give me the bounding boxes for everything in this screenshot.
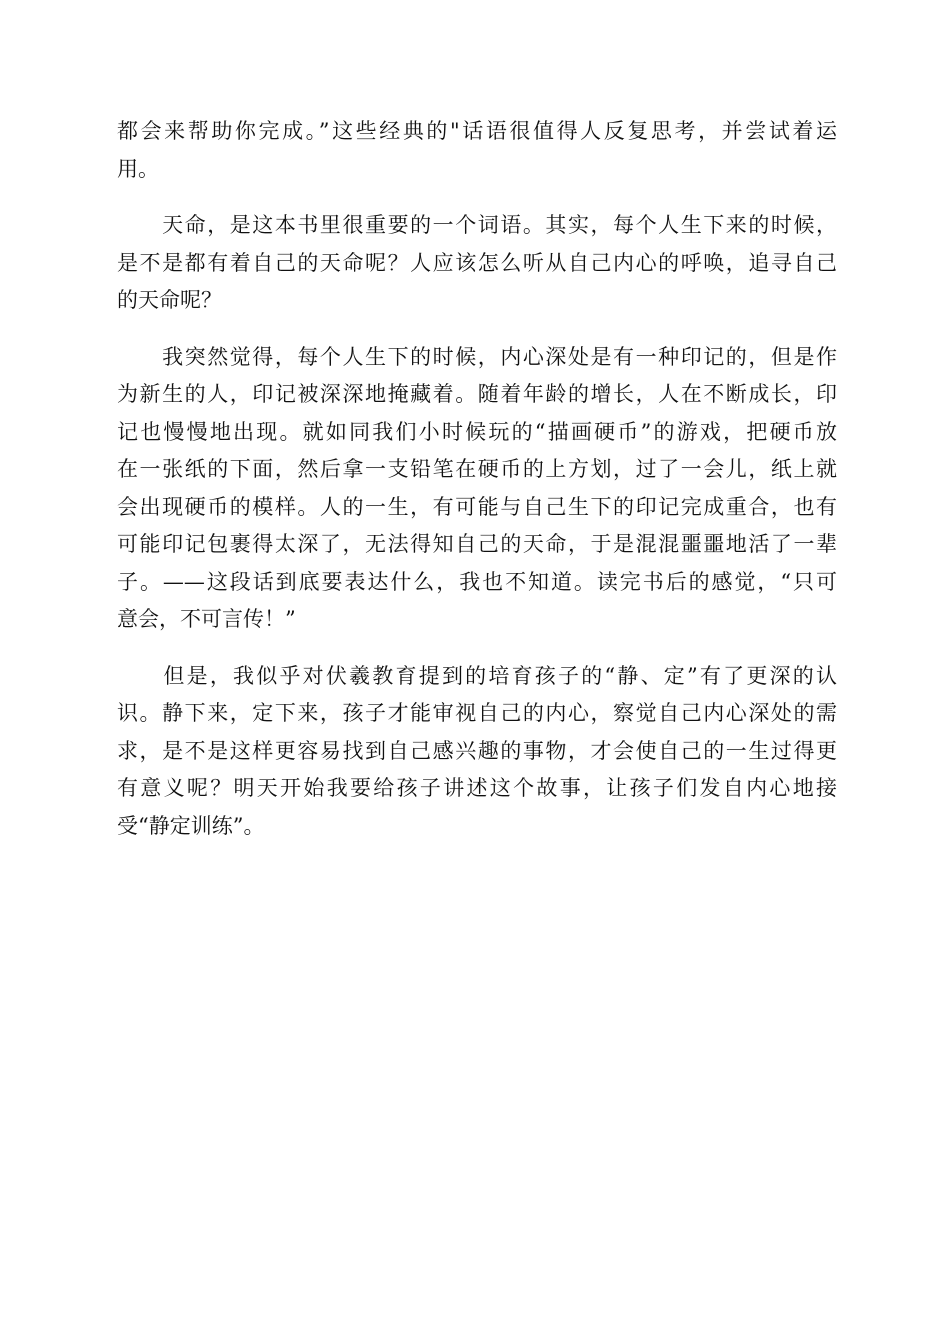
paragraph-line: 用。 <box>117 156 159 181</box>
paragraph-line: 可能印记包裹得太深了，无法得知自己的天命，于是混混噩噩地活了一辈 <box>117 532 837 556</box>
paragraph-line: 为新生的人，印记被深深地掩藏着。随着年龄的增长，人在不断成长，印 <box>117 382 837 406</box>
paragraph-line: 在一张纸的下面，然后拿一支铅笔在硬币的上方划，过了一会儿，纸上就 <box>117 457 837 481</box>
paragraph-line: 受“静定训练”。 <box>117 813 265 838</box>
paragraph-line: 我突然觉得，每个人生下的时候，内心深处是有一种印记的，但是作 <box>117 344 837 369</box>
paragraph-3 <box>117 339 837 639</box>
paragraph-2 <box>117 207 837 320</box>
paragraph-line: 子。——这段话到底要表达什么，我也不知道。读完书后的感觉，“只可 <box>117 569 837 594</box>
paragraph-line: 求，是不是这样更容易找到自己感兴趣的事物，才会使自己的一生过得更 <box>117 738 837 763</box>
paragraph-line: 识。静下来，定下来，孩子才能审视自己的内心，察觉自己内心深处的需 <box>117 701 837 725</box>
paragraph-line: 天命，是这本书里很重要的一个词语。其实，每个人生下来的时候， <box>117 213 837 237</box>
paragraph-line: 记也慢慢地出现。就如同我们小时候玩的“描画硬币”的游戏，把硬币放 <box>117 419 837 444</box>
paragraph-line: 意会，不可言传！” <box>117 607 296 631</box>
paragraph-4 <box>117 658 837 846</box>
paragraph-line: 会出现硬币的模样。人的一生，有可能与自己生下的印记完成重合，也有 <box>117 494 837 519</box>
body-text <box>117 113 837 845</box>
paragraph-line: 有意义呢？明天开始我要给孩子讲述这个故事，让孩子们发自内心地接 <box>117 776 837 800</box>
paragraph-1 <box>117 113 837 188</box>
paragraph-line: 都会来帮助你完成。”这些经典的"话语很值得人反复思考，并尝试着运 <box>117 119 837 143</box>
paragraph-line: 的天命呢？ <box>117 288 222 312</box>
paragraph-line: 但是，我似乎对伏羲教育提到的培育孩子的“静、定”有了更深的认 <box>117 663 837 688</box>
paragraph-line: 是不是都有着自己的天命呢？人应该怎么听从自己内心的呼唤，追寻自己 <box>117 250 837 275</box>
